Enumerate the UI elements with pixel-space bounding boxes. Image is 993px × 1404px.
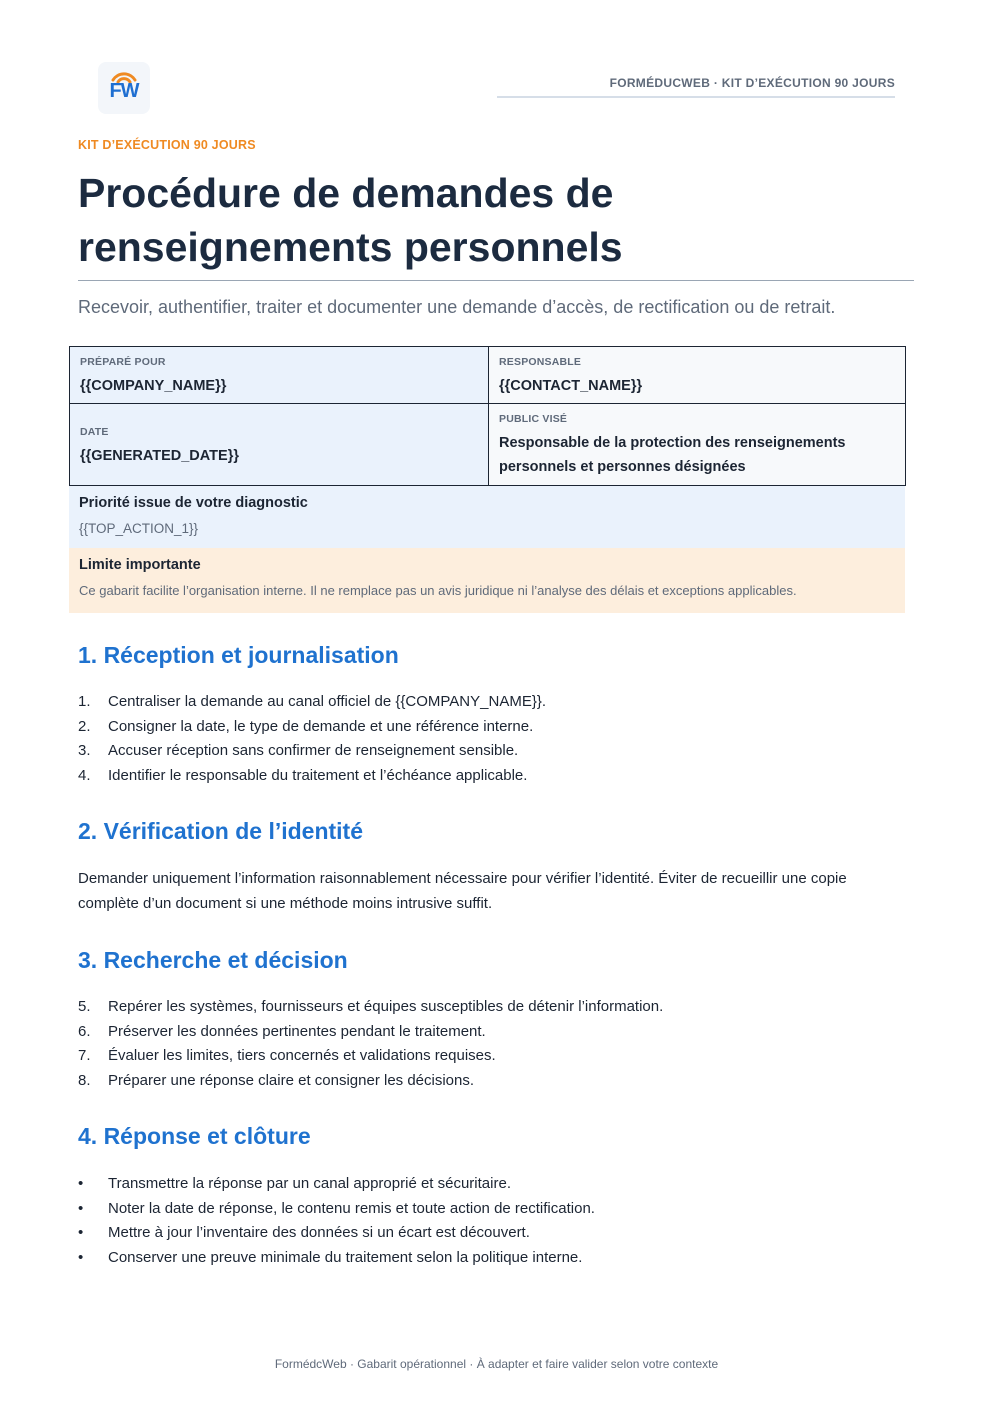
list-item [78, 690, 546, 715]
list-item-text: Centraliser la demande au canal officiel de {{COMPANY_NAME}}. [108, 693, 547, 710]
header-divider [497, 96, 895, 98]
list-item-text: Préparer une réponse claire et consigner les décisions. [108, 1071, 475, 1089]
list-item [78, 1221, 595, 1246]
identity-paragraph: Demander uniquement l’information raisonnablement nécessaire pour vérifier l’identité. Éviter de recueillir une copie complète d’un document si une méthode moins intrusive suffit. [78, 870, 847, 912]
page-subtitle: Recevoir, authentifier, traiter et documenter une demande d’accès, de rectification ou de retrait. [78, 297, 836, 317]
meta-value: {{GENERATED_DATE}} [80, 448, 239, 464]
list-marker: 1. [78, 693, 91, 710]
priority-box [69, 486, 905, 548]
list-item-text: Évaluer les limites, tiers concernés et validations requises. [108, 1047, 496, 1064]
list-marker: 2. [78, 717, 91, 735]
meta-value: {{COMPANY_NAME}} [80, 378, 227, 394]
meta-date [70, 404, 489, 486]
list-marker: 5. [78, 998, 91, 1015]
bullet-marker: • [78, 1175, 84, 1192]
list-item [78, 1044, 663, 1069]
document-meta-table [69, 346, 906, 486]
reception-steps-list [78, 690, 546, 788]
limit-box [69, 548, 905, 613]
list-item-text: Conserver une preuve minimale du traitement selon la politique interne. [108, 1248, 583, 1266]
section-heading-research: 3. Recherche et décision [78, 947, 348, 973]
meta-responsible [489, 347, 906, 404]
title-divider [78, 280, 914, 281]
meta-prepared-for [70, 347, 489, 404]
meta-label: PRÉPARÉ POUR [80, 356, 166, 368]
section-heading-reception: 1. Réception et journalisation [78, 642, 399, 668]
bullet-marker: • [78, 1224, 84, 1241]
meta-label: PUBLIC VISÉ [499, 413, 568, 425]
meta-label: DATE [80, 426, 109, 438]
list-item [78, 1246, 595, 1271]
meta-value: {{CONTACT_NAME}} [499, 378, 643, 394]
list-item-text: Identifier le responsable du traitement et l’échéance applicable. [108, 766, 528, 784]
list-item-text: Noter la date de réponse, le contenu remis et toute action de rectification. [108, 1199, 595, 1217]
list-item [78, 1172, 595, 1197]
limit-title: Limite importante [79, 557, 201, 573]
list-item-text: Accuser réception sans confirmer de renseignement sensible. [108, 742, 519, 759]
list-marker: 7. [78, 1047, 91, 1064]
meta-value: Responsable de la protection des renseignements personnels et personnes désignées [499, 435, 846, 475]
list-item [78, 764, 546, 789]
list-item [78, 1069, 663, 1094]
bullet-marker: • [78, 1248, 84, 1266]
list-marker: 6. [78, 1022, 91, 1040]
list-item [78, 739, 546, 764]
list-item [78, 715, 546, 740]
list-item [78, 1020, 663, 1045]
list-marker: 8. [78, 1071, 91, 1089]
page-footer: FormédcWeb · Gabarit opérationnel · À adapter et faire valider selon votre contexte [274, 1357, 719, 1371]
list-item-text: Repérer les systèmes, fournisseurs et équipes susceptibles de détenir l’information. [108, 998, 664, 1015]
list-item-text: Consigner la date, le type de demande et une référence interne. [108, 717, 534, 735]
section-heading-closure: 4. Réponse et clôture [78, 1123, 311, 1149]
closure-bullets-list [78, 1172, 595, 1270]
page-title: Procédure de demandes de renseignements personnels [78, 170, 623, 270]
list-item-text: Mettre à jour l’inventaire des données si un écart est découvert. [108, 1224, 530, 1241]
limit-text: Ce gabarit facilite l’organisation interne. Il ne remplace pas un avis juridique ni l’analyse des délais et exceptions applicables. [79, 583, 797, 598]
priority-text: {{TOP_ACTION_1}} [79, 521, 199, 536]
list-item [78, 995, 663, 1020]
document-kicker: KIT D’EXÉCUTION 90 JOURS [78, 138, 256, 152]
bullet-marker: • [78, 1199, 84, 1217]
priority-title: Priorité issue de votre diagnostic [79, 495, 308, 511]
list-item-text: Transmettre la réponse par un canal approprié et sécuritaire. [108, 1175, 511, 1192]
section-heading-identity: 2. Vérification de l’identité [78, 818, 364, 844]
header-brand-line: FORMÉDUCWEB · KIT D’EXÉCUTION 90 JOURS [609, 76, 895, 90]
research-steps-list [78, 995, 663, 1093]
list-marker: 3. [78, 742, 91, 759]
meta-audience [489, 404, 906, 486]
logo-text: FW [109, 80, 139, 102]
brand-logo [98, 62, 150, 114]
list-item [78, 1197, 595, 1222]
list-item-text: Préserver les données pertinentes pendant le traitement. [108, 1022, 486, 1040]
meta-label: RESPONSABLE [499, 356, 582, 368]
list-marker: 4. [78, 766, 91, 784]
